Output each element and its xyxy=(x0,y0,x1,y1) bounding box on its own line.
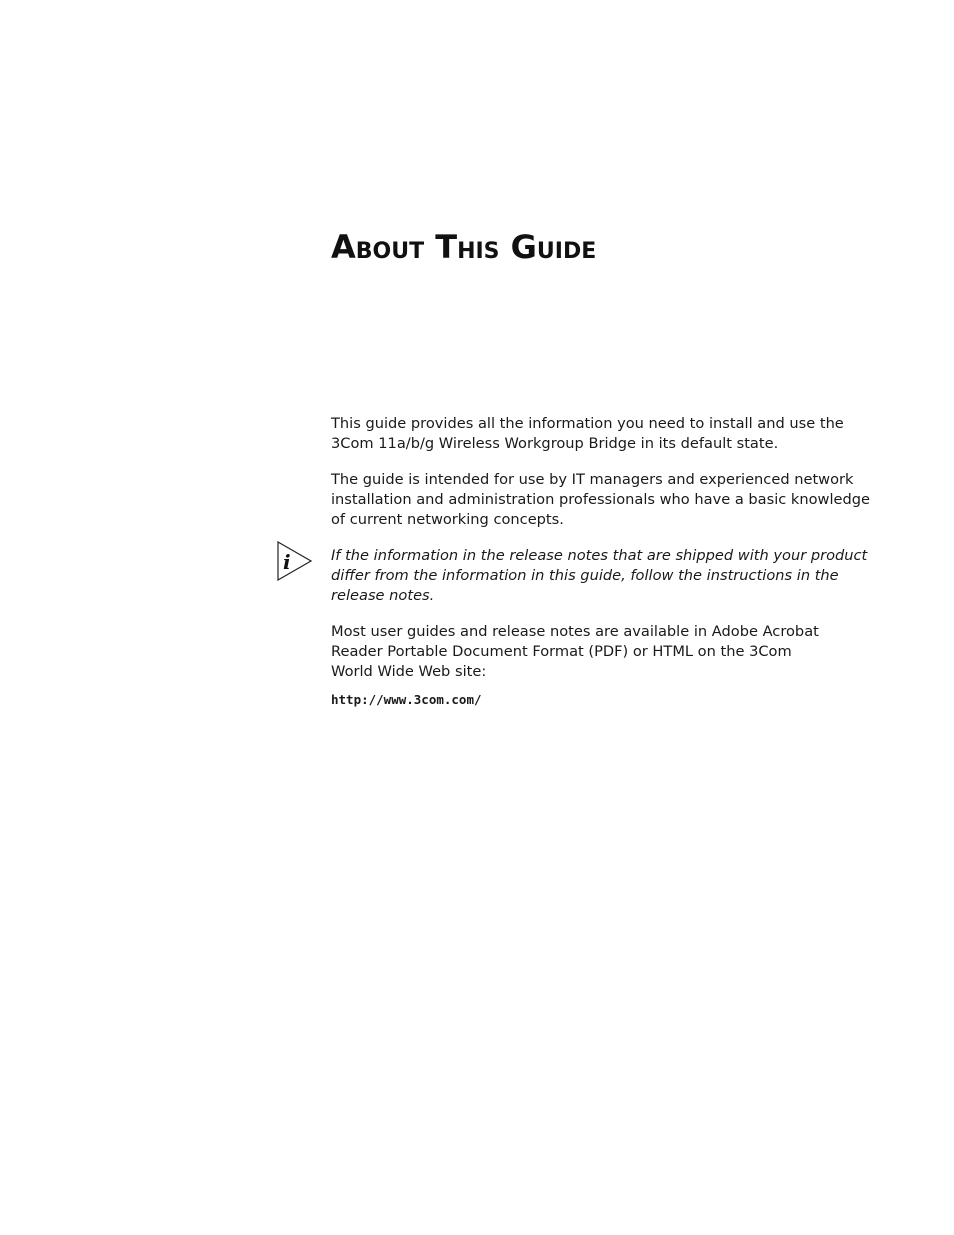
intro-paragraph xyxy=(331,414,851,454)
note-line: differ from the information in this guide, follow the instructions in the xyxy=(331,567,839,584)
body-text xyxy=(283,414,871,710)
text-line: of current networking concepts. xyxy=(331,511,564,528)
text-line: This guide provides all the information you need to install and use the xyxy=(331,415,844,432)
page-title: About This Guide xyxy=(331,228,597,266)
text-line: 3Com 11a/b/g Wireless Workgroup Bridge in its default state. xyxy=(331,435,779,452)
info-icon xyxy=(277,541,313,581)
audience-paragraph xyxy=(331,470,871,530)
text-line: Most user guides and release notes are available in Adobe Acrobat xyxy=(331,623,819,640)
note-line: If the information in the release notes that are shipped with your product xyxy=(331,547,868,564)
svg-text:i: i xyxy=(283,550,291,574)
text-line: The guide is intended for use by IT managers and experienced network xyxy=(331,471,854,488)
note-line: release notes. xyxy=(331,587,435,604)
text-line: World Wide Web site: xyxy=(331,663,487,680)
formats-paragraph xyxy=(331,622,851,682)
text-line: Reader Portable Document Format (PDF) or HTML on the 3Com xyxy=(331,643,792,660)
note-callout xyxy=(283,546,868,606)
text-line: installation and administration professionals who have a basic knowledge xyxy=(331,491,871,508)
website-url: http://www.3com.com/ xyxy=(331,692,482,707)
